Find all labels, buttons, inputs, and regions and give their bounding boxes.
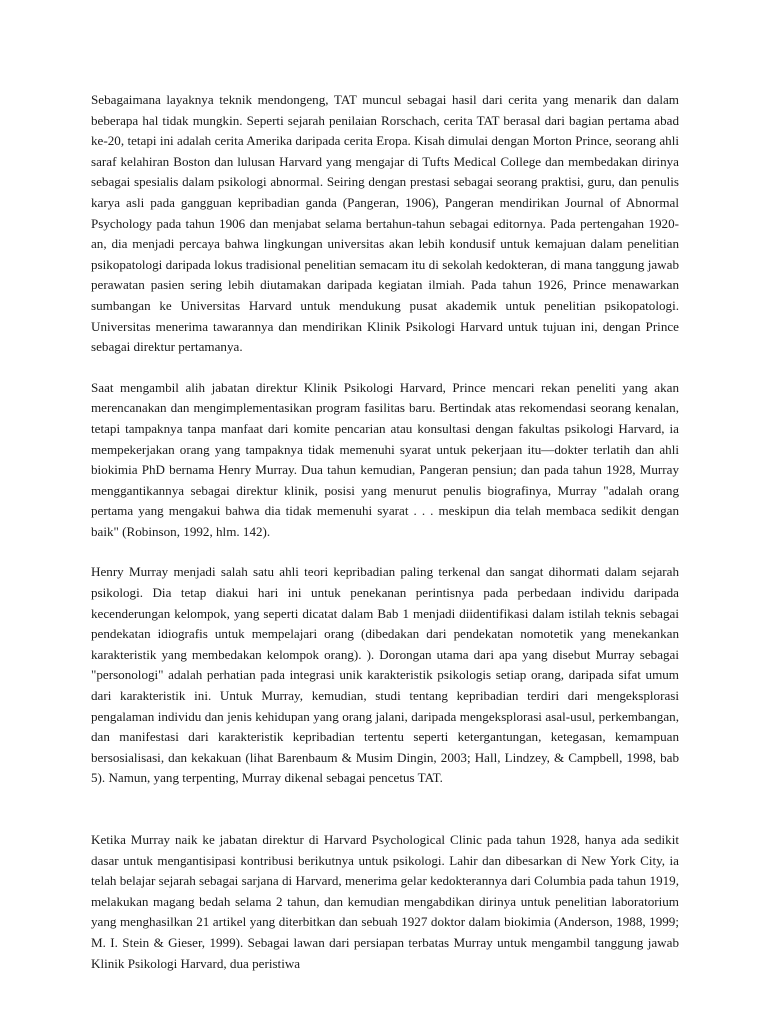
document-page: [91, 90, 679, 974]
paragraph-spacer: [91, 789, 679, 830]
paragraph-2: Saat mengambil alih jabatan direktur Klinik Psikologi Harvard, Prince mencari rekan peneliti yang akan merencanakan dan mengimplementasikan program fasilitas baru. Bertindak atas rekomendasi seorang kenalan, tetapi tampaknya tanpa manfaat dari komite pencarian atau konsultasi dengan fakultas psikologi Harvard, ia mempekerjakan orang yang tampaknya tidak memenuhi syarat untuk pekerjaan itu—dokter terlatih dan ahli biokimia PhD bernama Henry Murray. Dua tahun kemudian, Pangeran pensiun; dan pada tahun 1928, Murray menggantikannya sebagai direktur klinik, posisi yang menurut penulis biografinya, Murray "adalah orang pertama yang mengakui bahwa dia tidak memenuhi syarat . . . meskipun dia telah membaca sedikit dengan baik" (Robinson, 1992, hlm. 142).: [91, 379, 679, 539]
paragraph-1: Sebagaimana layaknya teknik mendongeng, TAT muncul sebagai hasil dari cerita yang menarik dan dalam beberapa hal tidak mungkin. Seperti sejarah penilaian Rorschach, cerita TAT berasal dari bagian pertama abad ke-20, tetapi ini adalah cerita Amerika daripada cerita Eropa. Kisah dimulai dengan Morton Prince, seorang ahli saraf kelahiran Boston dan lulusan Harvard yang mengajar di Tufts Medical College dan membedakan dirinya sebagai spesialis dalam psikologi abnormal. Seiring dengan prestasi sebagai seorang praktisi, guru, dan penulis karya asli pada gangguan kepribadian ganda (Pangeran, 1906), Pangeran mendirikan Journal of Abnormal Psychology pada tahun 1906 dan menjabat selama bertahun-tahun sebagai editornya. Pada pertengahan 1920-an, dia menjadi percaya bahwa lingkungan universitas akan lebih kondusif untuk kemajuan dalam penelitian psikopatologi daripada lokus tradisional penelitian semacam itu di sekolah kedokteran, di mana tanggung jawab perawatan pasien sering lebih diutamakan daripada kegiatan ilmiah. Pada tahun 1926, Prince menawarkan sumbangan ke Universitas Harvard untuk mendukung pusat akademik untuk penelitian psikopatologi. Universitas menerima tawarannya dan mendirikan Klinik Psikologi Harvard untuk tujuan ini, dengan Prince sebagai direktur pertamanya.: [91, 92, 679, 355]
paragraph-4: Ketika Murray naik ke jabatan direktur di Harvard Psychological Clinic pada tahun 1928, hanya ada sedikit dasar untuk mengantisipasi kontribusi berikutnya untuk psikologi. Lahir dan dibesarkan di New York City, ia telah belajar sejarah sebagai sarjana di Harvard, menerima gelar kedokterannya dari Columbia pada tahun 1919, melakukan magang bedah selama 2 tahun, dan kemudian mengabdikan dirinya untuk penelitian laboratorium yang menghasilkan 21 artikel yang diterbitkan dan sebuah 1927 doktor dalam biokimia (Anderson, 1988, 1999; M. I. Stein & Gieser, 1999). Sebagai lawan dari persiapan terbatas Murray untuk mengambil tanggung jawab Klinik Psikologi Harvard, dua peristiwa: [91, 832, 679, 971]
paragraph-3: Henry Murray menjadi salah satu ahli teori kepribadian paling terkenal dan sangat dihormati dalam sejarah psikologi. Dia tetap diakui hari ini untuk penekanan perintisnya pada perbedaan individu daripada kecenderungan kelompok, yang seperti dicatat dalam Bab 1 menjadi diidentifikasi dalam istilah teknis sebagai pendekatan idiografis untuk mempelajari orang (dibedakan dari pendekatan nomotetik yang menekankan karakteristik yang membedakan kelompok orang). ). Dorongan utama dari apa yang disebut Murray sebagai "personologi" adalah perhatian pada integrasi unik karakteristik psikologis setiap orang, daripada sifat umum dari karakteristik ini. Untuk Murray, kemudian, studi tentang kepribadian terdiri dari mengeksplorasi pengalaman individu dan jenis kehidupan yang orang jalani, daripada mengeksplorasi asal-usul, perkembangan, dan manifestasi dari karakteristik kepribadian tertentu seperti ketergantungan, ketegasan, kemampuan bersosialisasi, dan kekakuan (lihat Barenbaum & Musim Dingin, 2003; Hall, Lindzey, & Campbell, 1998, bab 5). Namun, yang terpenting, Murray dikenal sebagai pencetus TAT.: [91, 564, 679, 786]
paragraph-spacer: [91, 358, 679, 378]
paragraph-spacer: [91, 542, 679, 562]
